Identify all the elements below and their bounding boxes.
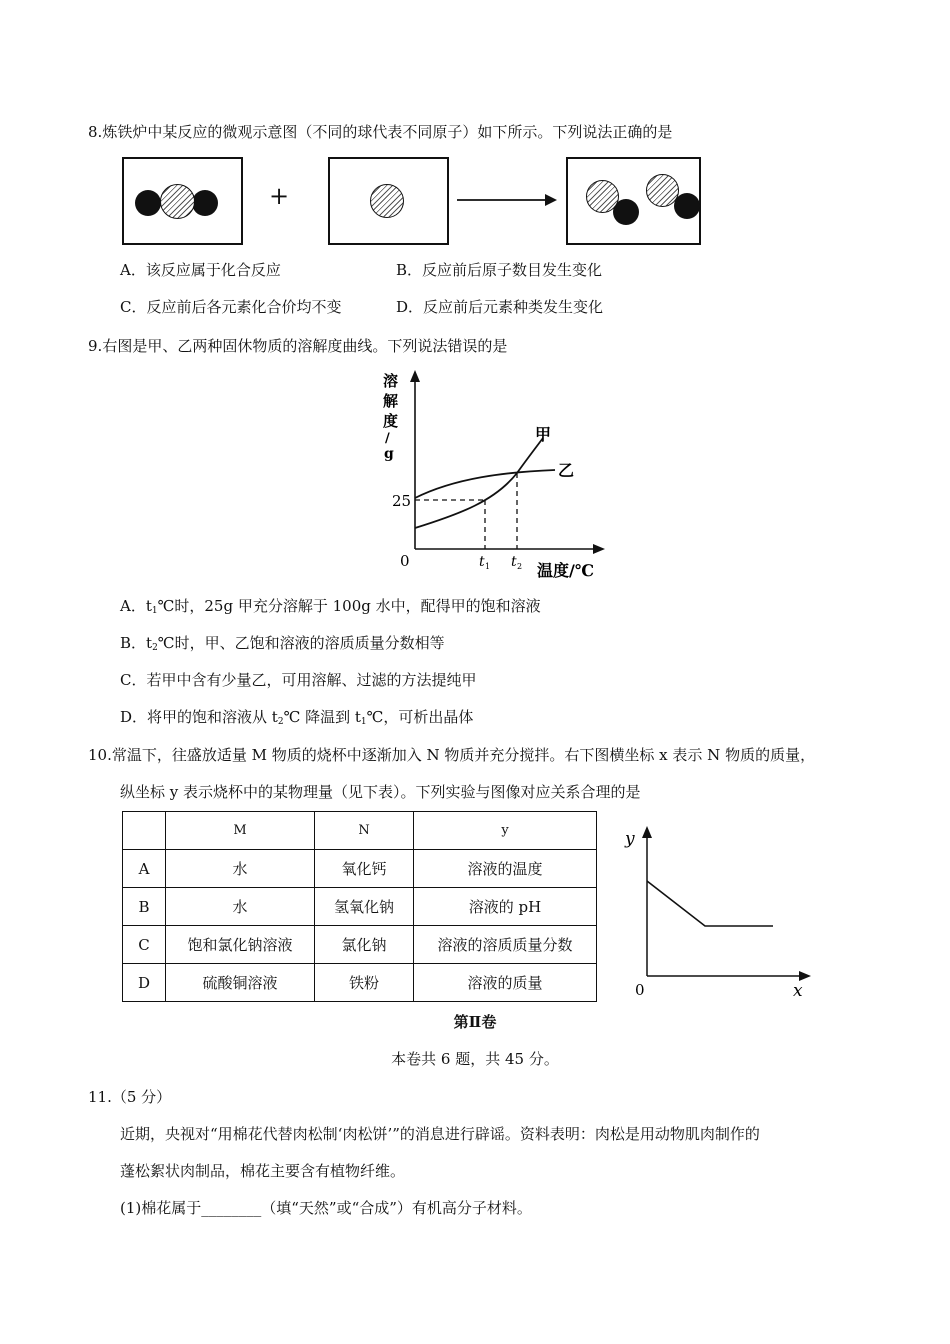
q8-option-d: D．反应前后元素种类发生变化: [396, 298, 604, 316]
q11-heading: [88, 1087, 171, 1107]
y-label-4: /: [385, 431, 390, 446]
table-cell: B: [123, 888, 166, 926]
q8-option-a: A．该反应属于化合反应: [120, 261, 281, 279]
q9-a-sub: 1: [151, 606, 158, 616]
q10-table: [122, 811, 597, 1002]
table-cell: A: [123, 850, 166, 888]
q11-sub-1: (1)棉花属于________（填“天然”或“合成”）有机高分子材料。: [120, 1199, 532, 1217]
y-label-1: 溶: [383, 372, 399, 390]
table-row: [123, 850, 597, 888]
q10-stem-1: [88, 745, 815, 765]
table-cell: 水: [166, 850, 315, 888]
table-row: [123, 888, 597, 926]
q9-number: 9.: [88, 337, 103, 355]
hatched-atom: [160, 184, 195, 219]
q9-d-post: ℃，可析出晶体: [366, 708, 474, 726]
q9-option-a: [120, 596, 541, 621]
y-label-3: 度: [383, 412, 399, 430]
y-label: y: [625, 829, 635, 849]
table-cell: 水: [166, 888, 315, 926]
q8-option-c: C．反应前后各元素化合价均不变: [120, 298, 342, 316]
black-atom: [192, 190, 218, 216]
q9-d-pre: D．将甲的饱和溶液从 t: [120, 708, 278, 726]
y-tick-25: 25: [392, 492, 412, 510]
curve-jia: [415, 438, 543, 528]
reaction-arrow: [455, 190, 560, 210]
q8-stem: [88, 122, 672, 142]
table-cell: 溶液的温度: [414, 850, 597, 888]
reactant-box-1: [122, 157, 243, 245]
q9-option-c: C．若甲中含有少量乙，可用溶解、过滤的方法提纯甲: [120, 671, 477, 689]
q10-number: 10.: [88, 746, 112, 764]
table-cell: 溶液的溶质质量分数: [414, 926, 597, 964]
q8-number: 8.: [88, 123, 103, 141]
hatched-atom: [646, 174, 679, 207]
origin-label: 0: [635, 981, 645, 999]
table-header: M: [166, 812, 315, 850]
table-row: [123, 926, 597, 964]
t1-label: t: [479, 554, 485, 570]
section-title: 第Ⅱ卷: [453, 1013, 497, 1031]
table-cell: 饱和氯化钠溶液: [166, 926, 315, 964]
q9-option-b: [120, 633, 445, 658]
q9-stem: [88, 336, 507, 356]
hatched-atom: [370, 184, 404, 218]
q11-number: 11.: [88, 1088, 112, 1106]
table-cell: 溶液的 pH: [414, 888, 597, 926]
y-label-5: g: [384, 446, 394, 462]
hatched-atom: [586, 180, 619, 213]
table-cell: 氯化钠: [315, 926, 414, 964]
origin-label: 0: [400, 552, 410, 570]
reactant-box-2: [328, 157, 449, 245]
q9-a-pre: A．t: [120, 597, 152, 615]
table-header: [123, 812, 166, 850]
curve-yi: [415, 470, 555, 498]
q11-para-1: 近期，央视对“用棉花代替肉松制‘肉松饼’”的消息进行辟谣。资料表明：肉松是用动物肌肉制作的: [120, 1125, 760, 1143]
table-cell: D: [123, 964, 166, 1002]
curve-jia-label: 甲: [535, 425, 552, 444]
t2-label: t: [511, 554, 517, 570]
product-box: [566, 157, 701, 245]
black-atom: [135, 190, 161, 216]
section-subtitle: 本卷共 6 题，共 45 分。: [391, 1050, 559, 1068]
table-header-row: [123, 812, 597, 850]
curve-yi-label: 乙: [558, 461, 575, 480]
table-cell: 铁粉: [315, 964, 414, 1002]
q9-stem-text: 右图是甲、乙两种固休物质的溶解度曲线。下列说法错误的是: [102, 337, 508, 355]
graph-line: [647, 881, 773, 926]
table-header: N: [315, 812, 414, 850]
x-axis-label: 温度/℃: [537, 561, 595, 580]
table-cell: C: [123, 926, 166, 964]
x-label: x: [793, 981, 803, 1000]
q8-option-b: B．反应前后原子数目发生变化: [396, 261, 603, 279]
q9-d-sub2: 1: [360, 717, 367, 727]
q11-para-2: 蓬松絮状肉制品，棉花主要含有植物纤维。: [120, 1162, 406, 1180]
table-cell: 溶液的质量: [414, 964, 597, 1002]
table-cell: 硫酸铜溶液: [166, 964, 315, 1002]
q9-b-pre: B．t: [120, 634, 153, 652]
table-row: [123, 964, 597, 1002]
solubility-graph: [375, 366, 615, 581]
q10-stem1-text: 常温下，往盛放适量 M 物质的烧杯中逐渐加入 N 物质并充分搅拌。右下图横坐标 x 表示 N 物质的质量，: [111, 746, 816, 764]
table-cell: 氧化钙: [315, 850, 414, 888]
q9-option-d: [120, 707, 473, 732]
plus-sign: +: [269, 182, 290, 210]
black-atom: [674, 193, 700, 219]
q9-b-post: ℃时，甲、乙饱和溶液的溶质质量分数相等: [157, 634, 445, 652]
q11-score: （5 分）: [111, 1088, 172, 1106]
q10-stem-2: 纵坐标 y 表示烧杯中的某物理量（见下表）。下列实验与图像对应关系合理的是: [120, 783, 641, 801]
y-label-2: 解: [383, 392, 399, 410]
table-header: y: [414, 812, 597, 850]
table-cell: 氢氧化钠: [315, 888, 414, 926]
q9-d-mid: ℃ 降温到 t: [283, 708, 361, 726]
t2-sub: 2: [517, 562, 523, 571]
q9-d-sub1: 2: [277, 717, 284, 727]
q8-stem-text: 炼铁炉中某反应的微观示意图（不同的球代表不同原子）如下所示。下列说法正确的是: [102, 123, 673, 141]
xy-graph: [615, 820, 815, 1000]
q9-b-sub: 2: [152, 643, 158, 653]
q9-a-post: ℃时，25g 甲充分溶解于 100g 水中，配得甲的饱和溶液: [157, 597, 541, 615]
t1-sub: 1: [485, 562, 491, 571]
